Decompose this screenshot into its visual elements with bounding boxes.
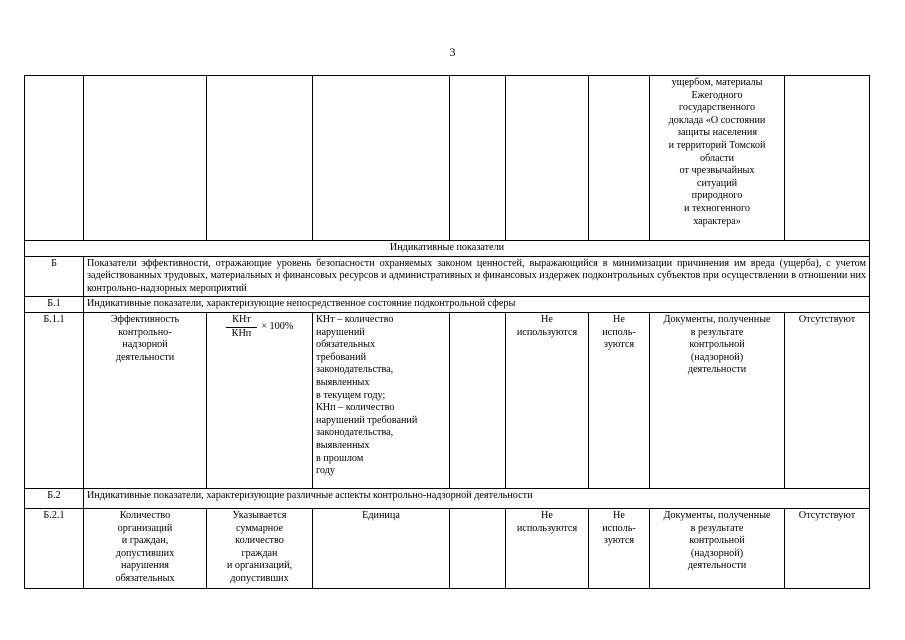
table-cell <box>785 76 870 241</box>
table-cell <box>207 76 313 241</box>
comment-cell: КНт – количество нарушений обязательных требований законодательства, выявленных в текущем году; КНп – количество нарушений требований законодательства, выявленных в прошлом году <box>313 312 450 488</box>
indicator-name: Количество организаций и граждан, допустивших нарушения обязательных <box>84 508 207 588</box>
row-code: Б.1 <box>25 297 84 313</box>
col6-cell: Не используются <box>506 508 589 588</box>
row-code: Б <box>25 256 84 297</box>
table-row <box>25 241 870 257</box>
row-description: Индикативные показатели, характеризующие различные аспекты контрольно-надзорной деятельности <box>84 488 870 508</box>
formula-fraction <box>226 314 258 340</box>
formula-cell <box>207 312 313 488</box>
documents-cell: ущербом, материалы Ежегодного государственного доклада «О состоянии защиты населения и территорий Томской области от чрезвычайных ситуаций природного и техногенного характера» <box>650 76 785 241</box>
table-cell <box>450 76 506 241</box>
col7-cell: Не исполь- зуются <box>589 312 650 488</box>
col6-cell: Не используются <box>506 312 589 488</box>
row-code: Б.2.1 <box>25 508 84 588</box>
target-cell <box>450 312 506 488</box>
target-cell <box>450 508 506 588</box>
row-code: Б.1.1 <box>25 312 84 488</box>
documents-cell: Документы, полученные в результате контрольной (надзорной) деятельности <box>650 312 785 488</box>
col7-cell: Не исполь- зуются <box>589 508 650 588</box>
row-description: Индикативные показатели, характеризующие непосредственное состояние подконтрольной сферы <box>84 297 870 313</box>
indicator-name: Эффективность контрольно- надзорной деятельности <box>84 312 207 488</box>
row-description: Показатели эффективности, отражающие уровень безопасности охраняемых законом ценностей, выражающийся в минимизации причинения им вреда (ущерба), с учетом задействованных трудовых, материальных и финансовых ресурсов и административных и финансовых издержек подконтрольных субъектов при осуществлении в отношении них контрольно-надзорных мероприятий <box>84 256 870 297</box>
table-cell <box>506 76 589 241</box>
formula-multiplier: × 100% <box>261 320 294 332</box>
page-number: 3 <box>449 45 456 59</box>
table-cell <box>589 76 650 241</box>
table-row <box>25 488 870 508</box>
indicators-table <box>24 75 870 589</box>
table-cell <box>25 76 84 241</box>
documents-cell: Документы, полученные в результате контрольной (надзорной) деятельности <box>650 508 785 588</box>
col9-cell: Отсутствуют <box>785 312 870 488</box>
formula-cell: Указывается суммарное количество граждан и организаций, допустивших <box>207 508 313 588</box>
formula-denominator: КНп <box>231 327 252 339</box>
row-code: Б.2 <box>25 488 84 508</box>
section-header: Индикативные показатели <box>25 241 870 257</box>
table-cell <box>84 76 207 241</box>
table-cell <box>313 76 450 241</box>
comment-cell: Единица <box>313 508 450 588</box>
table-row <box>25 256 870 297</box>
table-row <box>25 297 870 313</box>
formula-numerator: КНт <box>226 314 258 328</box>
table-row <box>25 312 870 488</box>
table-row <box>25 76 870 241</box>
table-row <box>25 508 870 588</box>
col9-cell: Отсутствуют <box>785 508 870 588</box>
